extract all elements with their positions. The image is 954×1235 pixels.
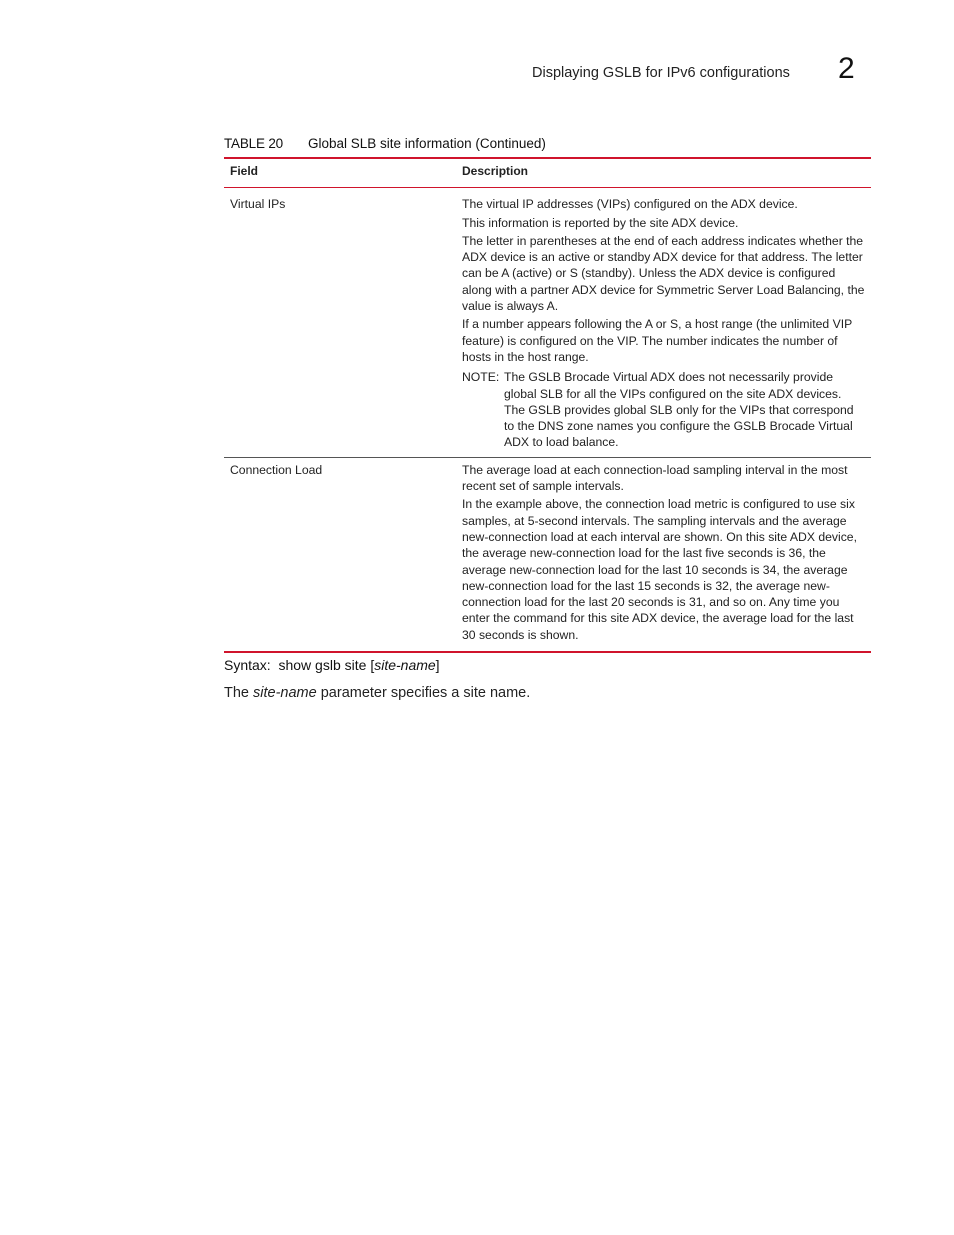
syntax-line — [224, 657, 440, 673]
table-title: Global SLB site information (Continued) — [308, 136, 546, 151]
description-paragraph: In the example above, the connection load metric is configured to use six samples, at 5-second intervals. The sampling intervals and the average new-connection load at each interval are shown. On this site ADX device, the average new-connection load for the last five seconds is 36, the average new-connection load for the last 10 seconds is 34, the average new-connection load for the last 15 seconds is 32, the average new-connection load for the last 20 seconds is 31, and so on. Any time you enter the command for this site ADX device, the average load for the last 30 seconds is shown. — [462, 497, 857, 642]
parameter-description — [224, 685, 530, 701]
column-header-field: Field — [224, 158, 456, 188]
note-text: The GSLB Brocade Virtual ADX does not necessarily provide global SLB for all the VIPs configured on the site ADX devices. The GSLB provides global SLB only for the VIPs that correspond to the DNS zone names you configure the GSLB Brocade Virtual ADX to load balance. — [504, 370, 854, 450]
description-paragraph: If a number appears following the A or S, a host range (the unlimited VIP feature) is configured on the VIP. The number indicates the number of hosts in the host range. — [462, 317, 853, 364]
description-param: site-name — [253, 685, 317, 701]
global-slb-site-table — [224, 157, 871, 653]
note-block — [462, 369, 865, 450]
description-paragraph: The virtual IP addresses (VIPs) configured on the ADX device. — [462, 197, 798, 212]
note-label: NOTE: — [462, 370, 500, 385]
chapter-number: 2 — [838, 52, 855, 85]
table-row-virtual-ips — [224, 188, 871, 457]
syntax-param: site-name — [374, 657, 436, 673]
column-header-description: Description — [456, 158, 871, 188]
syntax-open-bracket: [ — [370, 657, 375, 673]
description-cell — [456, 188, 871, 457]
field-cell: Connection Load — [224, 457, 456, 652]
syntax-command: show gslb site — [278, 657, 367, 673]
table-number: TABLE 20 — [224, 136, 283, 151]
table-header-row — [224, 158, 871, 188]
table-row-connection-load — [224, 457, 871, 652]
syntax-label: Syntax: — [224, 657, 271, 673]
description-prefix: The — [224, 685, 249, 701]
description-paragraph: The average load at each connection-load sampling interval in the most recent set of sample intervals. — [462, 462, 848, 494]
table-caption — [224, 136, 546, 151]
description-suffix: parameter specifies a site name. — [320, 685, 531, 701]
field-cell: Virtual IPs — [230, 197, 286, 212]
syntax-close-bracket: ] — [435, 657, 440, 673]
description-paragraph: This information is reported by the site ADX device. — [462, 215, 739, 230]
description-paragraph: The letter in parentheses at the end of each address indicates whether the ADX device is an active or standby ADX device for that address. The letter can be A (active) or S (standby). Unless the ADX device is configured along with a partner ADX device for Symmetric Server Load Balancing, the value is always A. — [462, 233, 865, 314]
running-header: Displaying GSLB for IPv6 configurations — [532, 65, 790, 81]
description-cell — [456, 457, 871, 652]
